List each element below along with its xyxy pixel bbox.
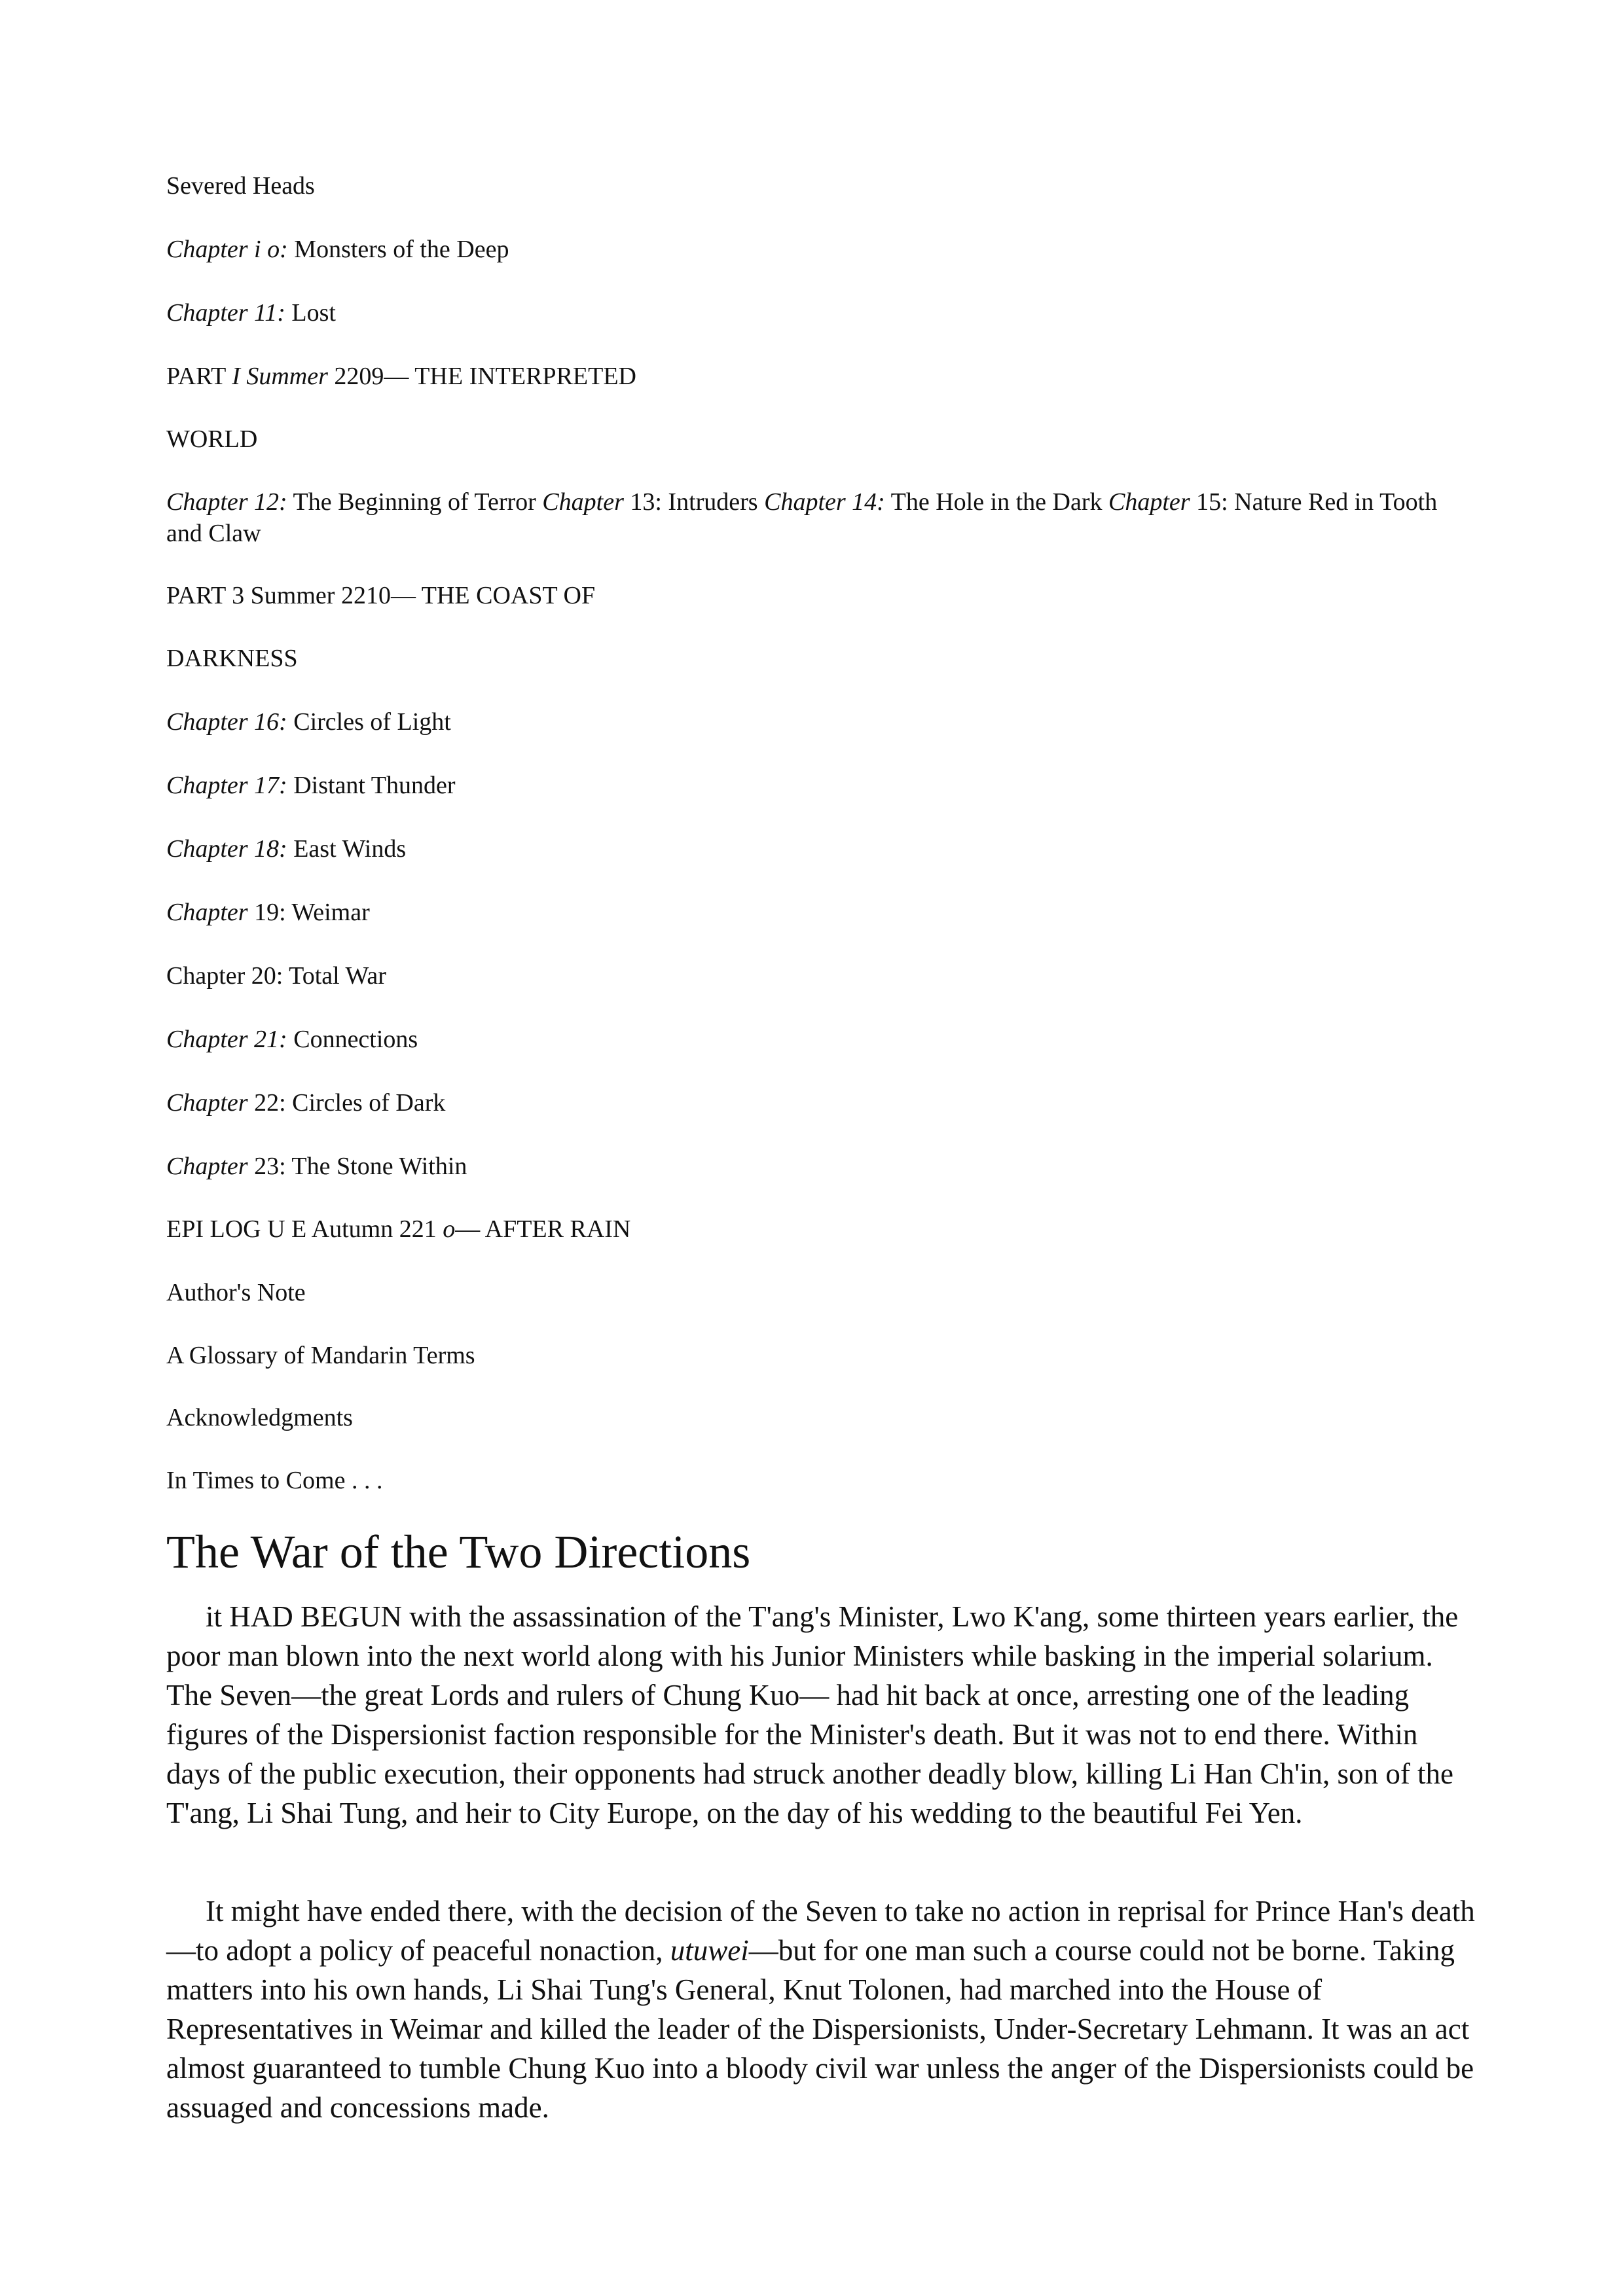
- toc-text-run: PART: [166, 363, 232, 390]
- toc-italic-run: Chapter 14:: [764, 488, 885, 516]
- body-paragraph-1: [166, 1597, 1476, 1833]
- toc-italic-run: Chapter i o:: [166, 236, 288, 263]
- toc-entry-chapters-12-15: [166, 486, 1476, 549]
- toc-entry-part-3-continued: [166, 643, 1476, 674]
- toc-entry-chapter-10: [166, 234, 1476, 265]
- toc-italic-run: Chapter: [166, 1089, 248, 1117]
- toc-italic-run: o: [443, 1215, 456, 1243]
- toc-text-run: 2209— THE INTERPRETED: [327, 363, 636, 390]
- toc-italic-run: Chapter 18:: [166, 835, 287, 863]
- toc-text-run: 13: Intruders: [623, 488, 765, 516]
- toc-italic-run: Chapter 16:: [166, 708, 287, 736]
- toc-text-run: East Winds: [287, 835, 407, 863]
- toc-entry-chapter-21: [166, 1024, 1476, 1055]
- toc-entry-chapter-20: [166, 960, 1476, 992]
- toc-text-run: 22: Circles of Dark: [247, 1089, 446, 1117]
- toc-text-run: Circles of Light: [287, 708, 451, 736]
- toc-text-run: 23: The Stone Within: [247, 1153, 467, 1180]
- toc-entry-chapter-23: [166, 1151, 1476, 1182]
- toc-text-run: Connections: [287, 1026, 418, 1053]
- toc-italic-run: Chapter 12:: [166, 488, 287, 516]
- toc-text-run: DARKNESS: [166, 645, 298, 672]
- toc-entry-chapter-22: [166, 1087, 1476, 1119]
- toc-entry-part-3: [166, 580, 1476, 611]
- toc-text-run: Monsters of the Deep: [287, 236, 509, 263]
- toc-entry-part-2-continued: [166, 423, 1476, 455]
- toc-text-run: Severed Heads: [166, 172, 315, 200]
- toc-text-run: In Times to Come . . .: [166, 1467, 383, 1494]
- toc-text-run: PART 3 Summer 2210— THE COAST OF: [166, 582, 596, 609]
- toc-entry-glossary: [166, 1340, 1476, 1371]
- toc-entry-part-2: [166, 361, 1476, 392]
- toc-italic-run: Chapter: [166, 1153, 248, 1180]
- toc-italic-run: I Summer: [232, 363, 328, 390]
- toc-entry-authors-note: [166, 1277, 1476, 1308]
- toc-text-run: WORLD: [166, 425, 258, 453]
- toc-text-run: — AFTER RAIN: [455, 1215, 631, 1243]
- toc-text-run: 19: Weimar: [247, 899, 370, 926]
- paragraph-text-run: it HAD BEGUN with the assassination of the T'ang's Minister, Lwo K'ang, some thirteen years earlier, the poor man blown into the next world along with his Junior Ministers while basking in the imperial solarium. The Seven—the great Lords and rulers of Chung Kuo— had hit back at once, arresting one of the leading figures of the Dispersionist faction responsible for the Minister's death. But it was not to end there. Within days of the public execution, their opponents had struck another deadly blow, killing Li Han Ch'in, son of the T'ang, Li Shai Tung, and heir to City Europe, on the day of his wedding to the beautiful Fei Yen.: [166, 1600, 1459, 1829]
- toc-italic-run: Chapter: [1108, 488, 1190, 516]
- toc-text-run: Distant Thunder: [287, 772, 456, 799]
- section-heading: The War of the Two Directions: [166, 1526, 751, 1578]
- paragraph-text-run: —but for one man such a course could not be borne. Taking matters into his own hands, Li Shai Tung's General, Knut Tolonen, had marched into the House of Representatives in Weimar and killed the leader of the Dispersionists, Under-Secretary Lehmann. It was an act almost guaranteed to tumble Chung Kuo into a bloody civil war unless the anger of the Dispersionists could be assuaged and concessions made.: [166, 1934, 1474, 2124]
- body-paragraph-2: [166, 1892, 1476, 2127]
- toc-italic-run: Chapter: [542, 488, 624, 516]
- toc-italic-run: Chapter 21:: [166, 1026, 287, 1053]
- toc-text-run: EPI LOG U E Autumn 221: [166, 1215, 443, 1243]
- toc-entry-chapter-17: [166, 770, 1476, 801]
- toc-text-run: Lost: [285, 299, 336, 327]
- toc-text-run: Author's Note: [166, 1279, 306, 1306]
- toc-entry-acknowledgments: [166, 1402, 1476, 1433]
- toc-italic-run: Chapter 17:: [166, 772, 287, 799]
- toc-entry-severed-heads: [166, 170, 1476, 202]
- toc-italic-run: Chapter 11:: [166, 299, 285, 327]
- toc-entry-chapter-19: [166, 897, 1476, 928]
- paragraph-italic-run: utuwei: [670, 1934, 749, 1967]
- toc-entry-chapter-11: [166, 297, 1476, 329]
- toc-entry-chapter-18: [166, 833, 1476, 865]
- toc-italic-run: Chapter: [166, 899, 248, 926]
- toc-entry-epilogue: [166, 1213, 1476, 1245]
- toc-entry-in-times-to-come: [166, 1465, 1476, 1496]
- toc-text-run: Acknowledgments: [166, 1404, 353, 1431]
- toc-text-run: A Glossary of Mandarin Terms: [166, 1342, 475, 1369]
- toc-text-run: Chapter 20: Total War: [166, 962, 386, 990]
- toc-text-run: The Hole in the Dark: [884, 488, 1109, 516]
- paragraph-text-run: It might have ended there, with the decision of the Seven to take no action in reprisal for Prince Han's death—to adopt a policy of peaceful nonaction,: [166, 1895, 1475, 1967]
- toc-entry-chapter-16: [166, 706, 1476, 738]
- toc-text-run: 15: Nature Red in Tooth and Claw: [166, 488, 1438, 547]
- toc-text-run: The Beginning of Terror: [287, 488, 543, 516]
